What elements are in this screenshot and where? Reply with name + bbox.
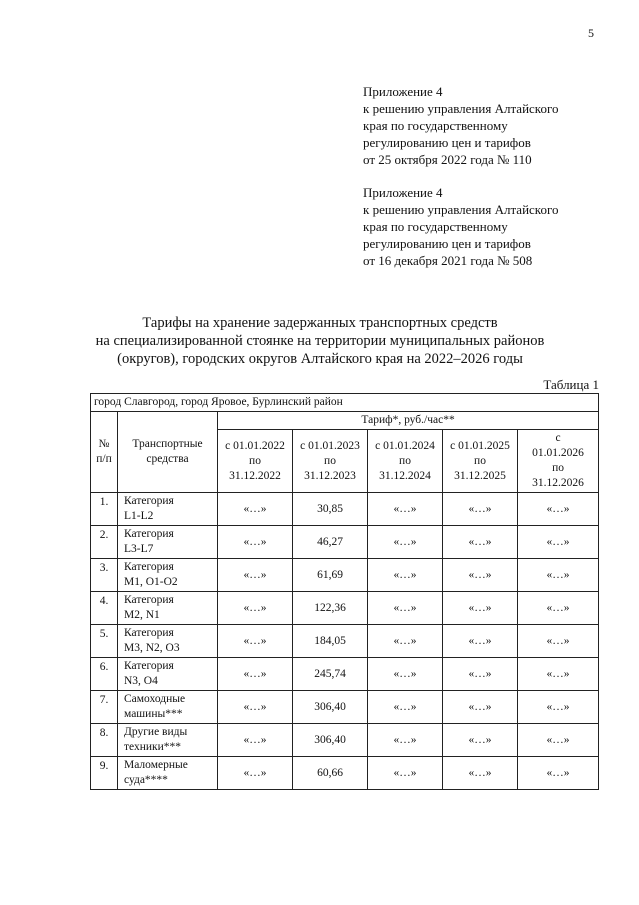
column-header-period: с 01.01.2026 по 31.12.2026 bbox=[518, 430, 599, 493]
tariff-value: 30,85 bbox=[293, 493, 368, 526]
tariff-value: «…» bbox=[518, 526, 599, 559]
vehicle-category: Категория L1-L2 bbox=[118, 493, 218, 526]
tariff-value: «…» bbox=[368, 658, 443, 691]
region-cell: город Славгород, город Яровое, Бурлинский район bbox=[91, 394, 599, 412]
tariff-value: «…» bbox=[368, 625, 443, 658]
tariff-value: «…» bbox=[443, 526, 518, 559]
tariff-value: «…» bbox=[518, 757, 599, 790]
table-row bbox=[91, 757, 599, 790]
vehicle-category: Маломерные суда**** bbox=[118, 757, 218, 790]
vehicle-category: Категория L3-L7 bbox=[118, 526, 218, 559]
tariff-value: «…» bbox=[218, 493, 293, 526]
tariff-value: «…» bbox=[443, 658, 518, 691]
vehicle-category: Другие виды техники*** bbox=[118, 724, 218, 757]
appendix-line: Приложение 4 bbox=[363, 84, 443, 99]
tariff-value: «…» bbox=[218, 658, 293, 691]
tariff-value: «…» bbox=[218, 757, 293, 790]
title-line: (округов), городских округов Алтайского края на 2022–2026 годы bbox=[117, 351, 523, 367]
tariff-value: 306,40 bbox=[293, 724, 368, 757]
vehicle-category: Самоходные машины*** bbox=[118, 691, 218, 724]
column-header-period: с 01.01.2024 по 31.12.2024 bbox=[368, 430, 443, 493]
appendix-line: Приложение 4 bbox=[363, 185, 443, 200]
tariff-value: «…» bbox=[218, 559, 293, 592]
tariff-value: «…» bbox=[368, 724, 443, 757]
appendix-line: к решению управления Алтайского bbox=[363, 202, 559, 217]
tariff-value: 184,05 bbox=[293, 625, 368, 658]
tariff-value: 60,66 bbox=[293, 757, 368, 790]
tariff-value: «…» bbox=[368, 526, 443, 559]
tariff-value: «…» bbox=[443, 592, 518, 625]
tariff-value: «…» bbox=[218, 526, 293, 559]
tariff-value: «…» bbox=[518, 658, 599, 691]
column-header-vehicle: Транспортные средства bbox=[118, 412, 218, 493]
table-row bbox=[91, 526, 599, 559]
tariff-value: 245,74 bbox=[293, 658, 368, 691]
page-number: 5 bbox=[588, 26, 594, 40]
appendix-line: регулированию цен и тарифов bbox=[363, 135, 531, 150]
table-row bbox=[91, 658, 599, 691]
row-number: 9. bbox=[91, 757, 118, 790]
row-number: 7. bbox=[91, 691, 118, 724]
table-row bbox=[91, 724, 599, 757]
document-title bbox=[60, 314, 580, 368]
column-header-tariff: Тариф*, руб./час** bbox=[218, 412, 599, 430]
tariff-value: «…» bbox=[518, 559, 599, 592]
table-label: Таблица 1 bbox=[543, 377, 599, 392]
row-number: 2. bbox=[91, 526, 118, 559]
vehicle-category: Категория M3, N2, O3 bbox=[118, 625, 218, 658]
appendix-line: к решению управления Алтайского bbox=[363, 101, 559, 116]
vehicle-category: Категория M1, O1-O2 bbox=[118, 559, 218, 592]
table-row bbox=[91, 691, 599, 724]
tariff-value: «…» bbox=[443, 724, 518, 757]
tariff-value: «…» bbox=[368, 757, 443, 790]
tariff-value: «…» bbox=[368, 691, 443, 724]
title-line: Тарифы на хранение задержанных транспортных средств bbox=[142, 315, 498, 331]
tariff-value: 122,36 bbox=[293, 592, 368, 625]
column-header-period: с 01.01.2023 по 31.12.2023 bbox=[293, 430, 368, 493]
table-row bbox=[91, 592, 599, 625]
tariff-value: «…» bbox=[368, 559, 443, 592]
vehicle-category: Категория N3, O4 bbox=[118, 658, 218, 691]
tariff-value: «…» bbox=[518, 625, 599, 658]
row-number: 3. bbox=[91, 559, 118, 592]
appendix-line: регулированию цен и тарифов bbox=[363, 236, 531, 251]
appendix-line: от 16 декабря 2021 года № 508 bbox=[363, 253, 533, 268]
tariff-value: «…» bbox=[518, 691, 599, 724]
tariff-value: «…» bbox=[218, 724, 293, 757]
table-row bbox=[91, 559, 599, 592]
row-number: 8. bbox=[91, 724, 118, 757]
column-header-period: с 01.01.2025 по 31.12.2025 bbox=[443, 430, 518, 493]
table-row bbox=[91, 493, 599, 526]
appendix-line: края по государственному bbox=[363, 219, 508, 234]
tariff-value: «…» bbox=[218, 625, 293, 658]
tariff-value: «…» bbox=[443, 493, 518, 526]
tariff-value: «…» bbox=[368, 493, 443, 526]
tariff-value: «…» bbox=[218, 691, 293, 724]
tariff-value: «…» bbox=[368, 592, 443, 625]
vehicle-category: Категория M2, N1 bbox=[118, 592, 218, 625]
row-number: 1. bbox=[91, 493, 118, 526]
column-header-number: № п/п bbox=[91, 412, 118, 493]
tariff-value: «…» bbox=[218, 592, 293, 625]
appendix-line: от 25 октября 2022 года № 110 bbox=[363, 152, 532, 167]
tariff-value: 46,27 bbox=[293, 526, 368, 559]
tariff-value: 61,69 bbox=[293, 559, 368, 592]
row-number: 5. bbox=[91, 625, 118, 658]
tariff-value: «…» bbox=[443, 559, 518, 592]
tariff-value: «…» bbox=[443, 691, 518, 724]
title-line: на специализированной стоянке на территории муниципальных районов bbox=[95, 333, 545, 349]
row-number: 6. bbox=[91, 658, 118, 691]
appendix-line: края по государственному bbox=[363, 118, 508, 133]
tariff-value: «…» bbox=[443, 625, 518, 658]
tariff-value: «…» bbox=[518, 592, 599, 625]
tariff-value: «…» bbox=[518, 493, 599, 526]
appendix-note-original bbox=[363, 184, 558, 269]
tariff-value: 306,40 bbox=[293, 691, 368, 724]
row-number: 4. bbox=[91, 592, 118, 625]
tariff-value: «…» bbox=[443, 757, 518, 790]
table-row bbox=[91, 625, 599, 658]
tariff-table bbox=[90, 393, 599, 790]
column-header-period: с 01.01.2022 по 31.12.2022 bbox=[218, 430, 293, 493]
tariff-value: «…» bbox=[518, 724, 599, 757]
appendix-note-current bbox=[363, 83, 558, 168]
